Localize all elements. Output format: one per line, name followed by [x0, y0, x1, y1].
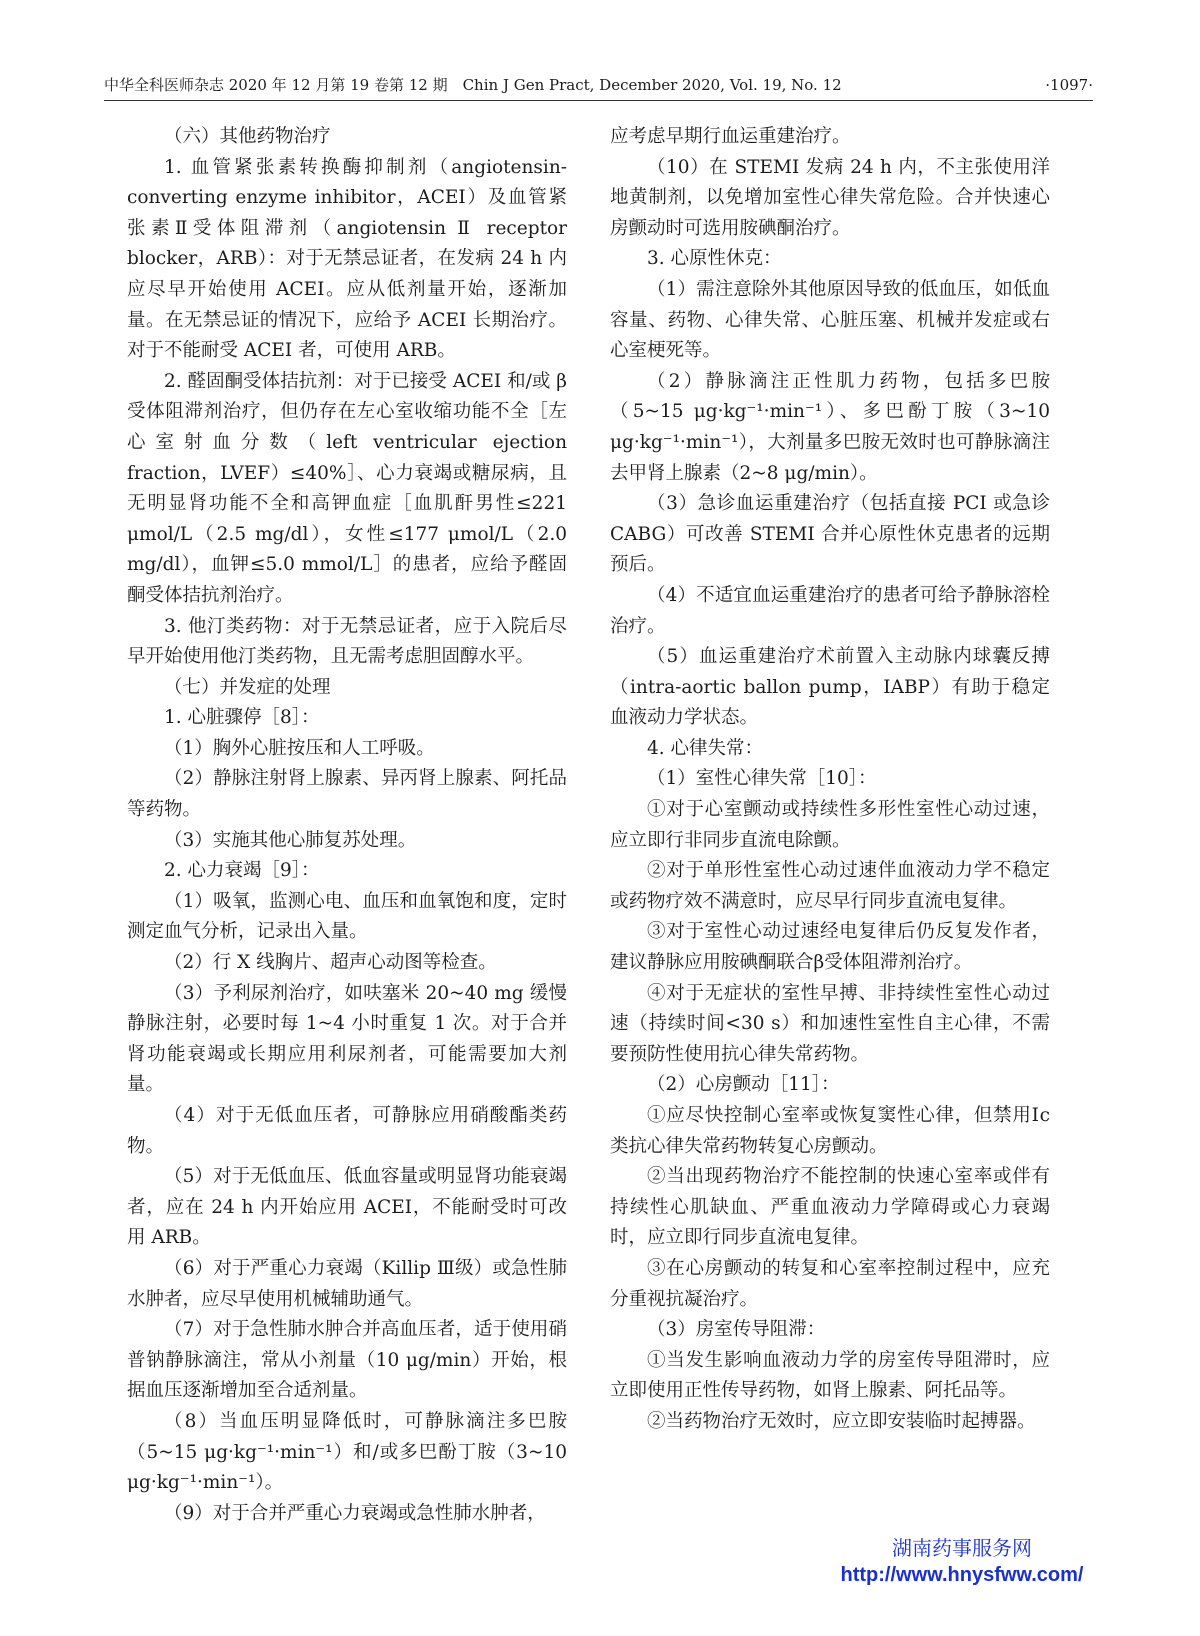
paragraph: ①当发生影响血液动力学的房室传导阻滞时，应立即使用正性传导药物，如肾上腺素、阿托品等。: [610, 1349, 1050, 1402]
section-heading: （六）其他药物治疗: [164, 126, 331, 147]
paragraph: ②对于单形性室性心动过速伴血液动力学不稳定或药物疗效不满意时，应尽早行同步直流电复律。: [610, 860, 1050, 912]
paragraph: （2）静脉注射肾上腺素、异丙肾上腺素、阿托品等药物。: [127, 768, 567, 821]
paragraph: （4）不适宜血运重建治疗的患者可给予静脉溶栓治疗。: [610, 584, 1050, 637]
subsection-heading: 3. 心原性休克：: [647, 248, 782, 270]
paragraph: （2）心房颤动［11］：: [647, 1074, 840, 1096]
running-header: [104, 70, 1093, 101]
paragraph: （3）实施其他心肺复苏处理。: [164, 829, 417, 851]
journal-citation: 中华全科医师杂志 2020 年 12 月第 19 卷第 12 期 Chin J Gen Pract, December 2020, Vol. 19, No. 12: [104, 76, 842, 94]
subsection-heading: 4. 心律失常：: [647, 737, 764, 759]
paragraph: （9）对于合并严重心力衰竭或急性肺水肿者，: [164, 1502, 546, 1524]
paragraph: ①对于心室颤动或持续性多形性室性心动过速，应立即行非同步直流电除颤。: [610, 799, 1050, 851]
paragraph: 2. 醛固酮受体拮抗剂：对于已接受 ACEI 和/或 β受体阻滞剂治疗，但仍存在左心室收缩功能不全［左心室射血分数（left ventricular ejection fraction，LVEF）≤40%］、心力衰竭或糖尿病，且无明显肾功能不全和高钾血症［血肌酐男性≤221 μmol/L（2.5 mg/dl），女性≤177 μmol/L（2.0 mg/dl），血钾≤5.0 mmol/L］的患者，应给予醛固酮受体拮抗剂治疗。: [127, 370, 567, 606]
watermark-site-name: 湖南药事服务网: [892, 1538, 1032, 1560]
paragraph: 1. 血管紧张素转换酶抑制剂（angiotensin-converting enzyme inhibitor，ACEI）及血管紧张素Ⅱ受体阻滞剂（angiotensin Ⅱ receptor blocker，ARB）：对于无禁忌证者，在发病 24 h 内应尽早开始使用 ACEI。应从低剂量开始，逐渐加量。在无禁忌证的情况下，应给予 ACEI 长期治疗。对于不能耐受 ACEI 者，可使用 ARB。: [127, 156, 567, 362]
paragraph: （2）静脉滴注正性肌力药物，包括多巴胺（5~15 μg·kg⁻¹·min⁻¹）、多巴酚丁胺（3~10 μg·kg⁻¹·min⁻¹），大剂量多巴胺无效时也可静脉滴注去甲肾上腺素（2~8 μg/min）。: [610, 370, 1050, 484]
paragraph: （7）对于急性肺水肿合并高血压者，适于使用硝普钠静脉滴注，常从小剂量（10 μg/min）开始，根据血压逐渐增加至合适剂量。: [127, 1319, 567, 1402]
paragraph: ②当出现药物治疗不能控制的快速心室率或伴有持续性心肌缺血、严重血液动力学障碍或心力衰竭时，应立即行同步直流电复律。: [610, 1166, 1050, 1249]
paragraph: ③在心房颤动的转复和心室率控制过程中，应充分重视抗凝治疗。: [610, 1257, 1050, 1310]
paragraph: （10）在 STEMI 发病 24 h 内，不主张使用洋地黄制剂，以免增加室性心律失常危险。合并快速心房颤动时可选用胺碘酮治疗。: [610, 156, 1050, 239]
paragraph: （2）行 X 线胸片、超声心动图等检查。: [164, 952, 497, 974]
paragraph: （3）房室传导阻滞：: [647, 1319, 826, 1341]
paragraph: （1）室性心律失常［10］：: [647, 768, 877, 790]
paragraph: ④对于无症状的室性早搏、非持续性室性心动过速（持续时间<30 s）和加速性室性自主心律，不需要预防性使用抗心律失常药物。: [610, 982, 1050, 1065]
paragraph: （6）对于严重心力衰竭（Killip Ⅲ级）或急性肺水肿者，应尽早使用机械辅助通气。: [127, 1257, 567, 1310]
watermark-url[interactable]: http://www.hnysfww.com/: [840, 1564, 1084, 1586]
site-watermark: [812, 1536, 1112, 1588]
paragraph-continuation: 应考虑早期行血运重建治疗。: [610, 126, 851, 147]
paragraph: （1）需注意除外其他原因导致的低血压，如低血容量、药物、心律失常、心脏压塞、机械并发症或右心室梗死等。: [610, 278, 1050, 362]
paragraph: （5）血运重建治疗术前置入主动脉内球囊反搏（intra-aortic ballon pump，IABP）有助于稳定血液动力学状态。: [610, 646, 1050, 729]
paragraph: （3）予利尿剂治疗，如呋塞米 20~40 mg 缓慢静脉注射，必要时每 1~4 小时重复 1 次。对于合并肾功能衰竭或长期应用利尿剂者，可能需要加大剂量。: [127, 982, 567, 1096]
paragraph: ③对于室性心动过速经电复律后仍反复发作者，建议静脉应用胺碘酮联合β受体阻滞剂治疗。: [610, 921, 1050, 974]
paragraph: （8）当血压明显降低时，可静脉滴注多巴胺（5~15 μg·kg⁻¹·min⁻¹）和/或多巴酚丁胺（3~10 μg·kg⁻¹·min⁻¹）。: [127, 1410, 567, 1494]
paragraph: （5）对于无低血压、低血容量或明显肾功能衰竭者，应在 24 h 内开始应用 ACEI，不能耐受时可改用 ARB。: [127, 1166, 567, 1249]
paragraph: ②当药物治疗无效时，应立即安装临时起搏器。: [647, 1410, 1036, 1432]
page-number: ·1097·: [1045, 76, 1093, 94]
paragraph: （1）胸外心脏按压和人工呼吸。: [164, 737, 435, 759]
right-column: [610, 122, 1050, 1438]
paragraph: （1）吸氧，监测心电、血压和血氧饱和度，定时测定血气分析，记录出入量。: [127, 890, 567, 943]
subsection-heading: 2. 心力衰竭［9］：: [164, 860, 320, 882]
left-column: [127, 122, 567, 1529]
paragraph: （4）对于无低血压者，可静脉应用硝酸酯类药物。: [127, 1105, 567, 1157]
paragraph: ①应尽快控制心室率或恢复窦性心律，但禁用Ⅰc类抗心律失常药物转复心房颤动。: [610, 1105, 1050, 1157]
paragraph: 3. 他汀类药物：对于无禁忌证者，应于入院后尽早开始使用他汀类药物，且无需考虑胆固醇水平。: [127, 615, 567, 668]
paragraph: （3）急诊血运重建治疗（包括直接 PCI 或急诊 CABG）可改善 STEMI 合并心原性休克患者的远期预后。: [610, 493, 1050, 576]
section-heading: （七）并发症的处理: [164, 676, 331, 698]
subsection-heading: 1. 心脏骤停［8］：: [164, 707, 320, 729]
